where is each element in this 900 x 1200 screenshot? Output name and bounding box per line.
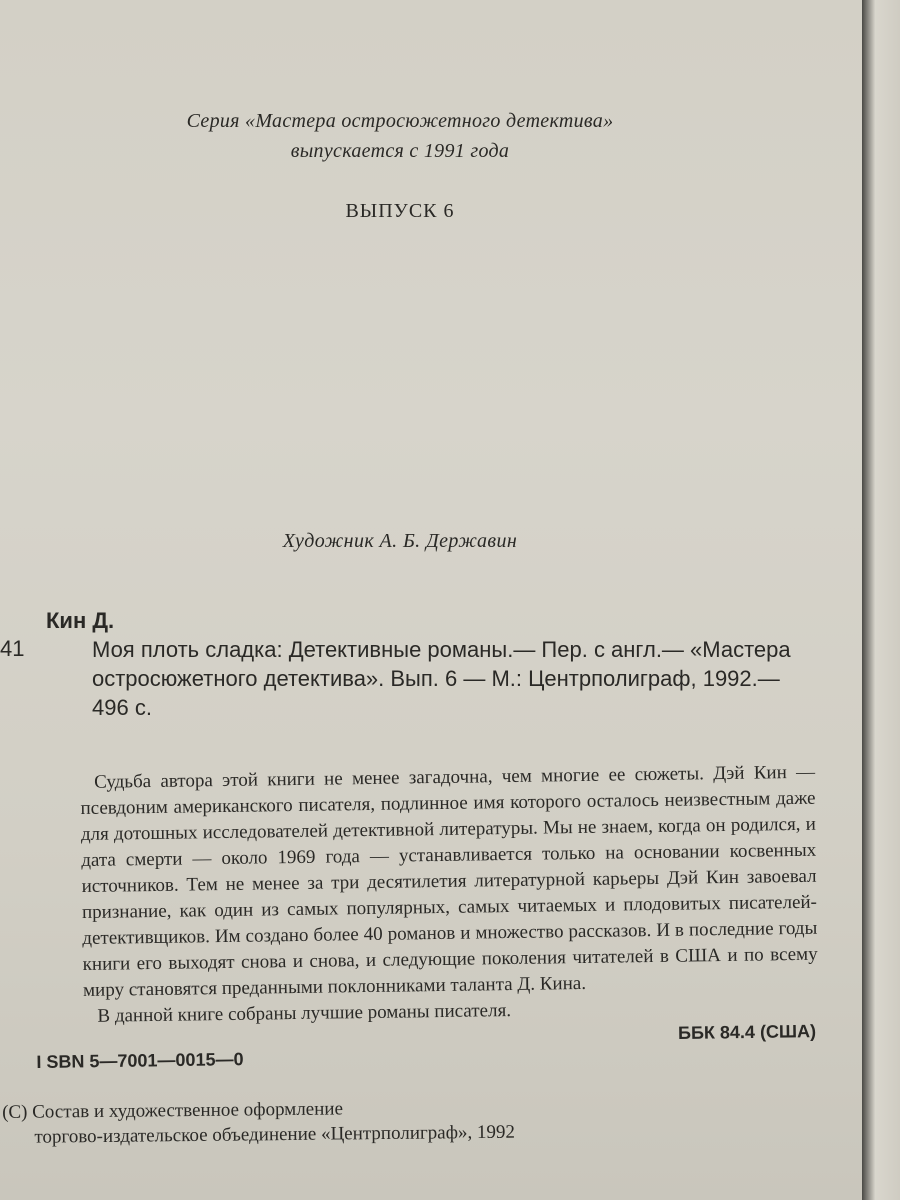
series-since: выпускается с 1991 года — [290, 140, 510, 162]
isbn: I SBN 5—7001—0015—0 — [36, 1049, 244, 1072]
artist-credit: Художник А. Б. Державин — [282, 530, 518, 552]
annotation — [80, 760, 819, 1030]
shelf-mark: 41 — [0, 636, 25, 661]
author-heading: Кин Д. — [46, 608, 115, 633]
copyright-line: (С) Состав и художественное оформление — [2, 1098, 344, 1123]
bibliographic-record — [46, 606, 846, 722]
copyright-notice — [2, 1095, 515, 1150]
copyright-line: торгово-издательское объединение «Центрполиграф», 1992 — [34, 1121, 516, 1148]
annotation-paragraph: В данной книге собраны лучшие романы писателя. — [97, 1000, 512, 1027]
bbk-code: ББК 84.4 (США) — [677, 1021, 817, 1044]
series-title: Серия «Мастера остросюжетного детектива» — [186, 110, 614, 132]
issue-number: ВЫПУСК 6 — [345, 200, 455, 222]
annotation-paragraph: Судьба автора этой книги не менее загадочна, чем многие ее сюжеты. Дэй Кин — псевдоним американского писателя, подлинное имя которого осталось неизвестным даже для дотошных исследователей детективной литературы. Мы не знаем, когда он родился, и дата смерти — около 1969 года — устанавливается только на основании косвенных источников. Тем не менее за три десятилетия литературной карьеры Дэй Кин завоевал признание, как один из самых популярных, самых читаемых и плодовитых писателей-детективщиков. Им создано более 40 романов и множество рассказов. И в последние годы книги его выходят снова и снова, и следующие поколения читателей в США и по всему миру становятся преданными поклонниками таланта Д. Кина. — [80, 761, 818, 1001]
bibliographic-description: Моя плоть сладка: Детективные романы.— Пер. с англ.— «Мастера остросюжетного детектива». Вып. 6 — М.: Центрполиграф, 1992.— 496 с. — [92, 637, 791, 720]
page-edge — [862, 0, 900, 1200]
